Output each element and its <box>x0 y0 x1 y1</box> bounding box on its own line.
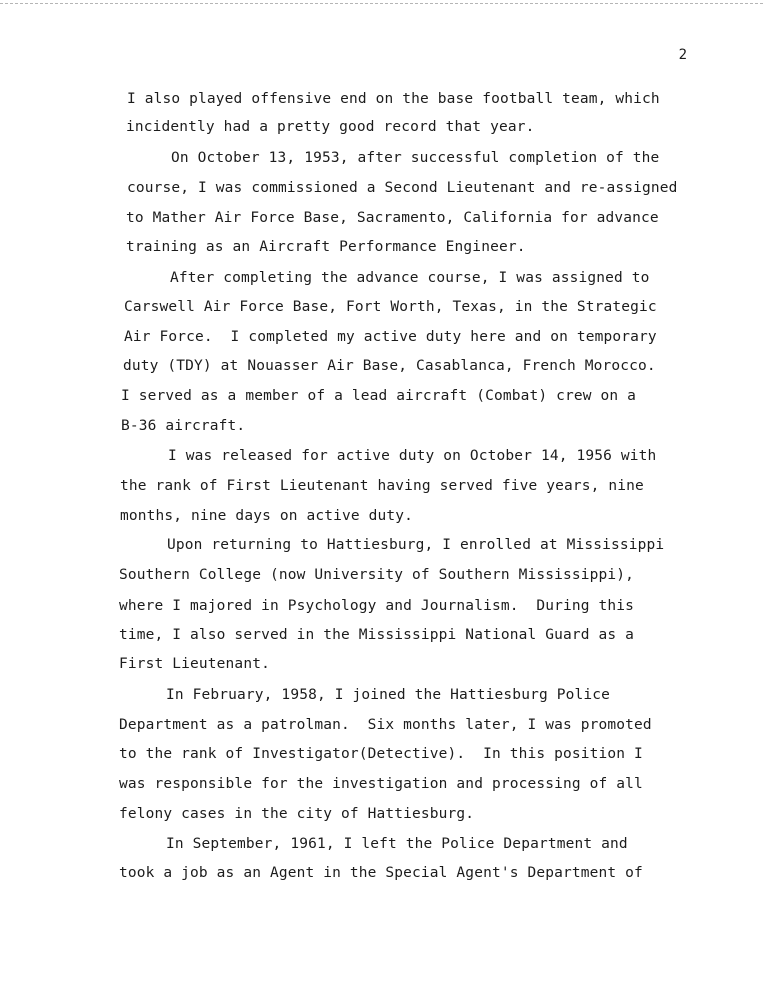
page-number: 2 <box>678 47 687 63</box>
text-line: In February, 1958, I joined the Hattiesburg Police <box>166 687 610 703</box>
text-line: Air Force. I completed my active duty here and on temporary <box>124 329 657 345</box>
text-line: Carswell Air Force Base, Fort Worth, Texas, in the Strategic <box>124 299 657 315</box>
text-line: to Mather Air Force Base, Sacramento, California for advance <box>126 210 659 226</box>
text-line: was responsible for the investigation and processing of all <box>119 776 643 792</box>
text-line: After completing the advance course, I was assigned to <box>170 270 650 286</box>
text-line: felony cases in the city of Hattiesburg. <box>119 806 475 822</box>
text-line: training as an Aircraft Performance Engineer. <box>126 239 526 255</box>
text-line: Department as a patrolman. Six months later, I was promoted <box>119 717 652 733</box>
text-line: duty (TDY) at Nouasser Air Base, Casablanca, French Morocco. <box>123 358 656 374</box>
text-line: On October 13, 1953, after successful completion of the <box>171 150 660 166</box>
top-dashed-border <box>0 3 763 4</box>
text-line: months, nine days on active duty. <box>120 508 414 524</box>
text-line: I also played offensive end on the base football team, which <box>127 91 660 107</box>
text-line: took a job as an Agent in the Special Agent's Department of <box>119 865 643 881</box>
text-line: I was released for active duty on October 14, 1956 with <box>168 448 657 464</box>
text-line: course, I was commissioned a Second Lieutenant and re-assigned <box>127 180 678 196</box>
text-line: where I majored in Psychology and Journalism. During this <box>119 598 635 614</box>
text-line: I served as a member of a lead aircraft (Combat) crew on a <box>121 388 637 404</box>
text-line: First Lieutenant. <box>119 656 270 672</box>
text-line: Southern College (now University of Southern Mississippi), <box>119 567 635 583</box>
text-line: B-36 aircraft. <box>121 418 246 434</box>
text-line: incidently had a pretty good record that year. <box>126 119 535 135</box>
text-line: time, I also served in the Mississippi National Guard as a <box>119 627 635 643</box>
text-line: Upon returning to Hattiesburg, I enrolled at Mississippi <box>167 537 665 553</box>
text-line: the rank of First Lieutenant having served five years, nine <box>120 478 644 494</box>
text-line: to the rank of Investigator(Detective). In this position I <box>119 746 643 762</box>
text-line: In September, 1961, I left the Police Department and <box>166 836 628 852</box>
